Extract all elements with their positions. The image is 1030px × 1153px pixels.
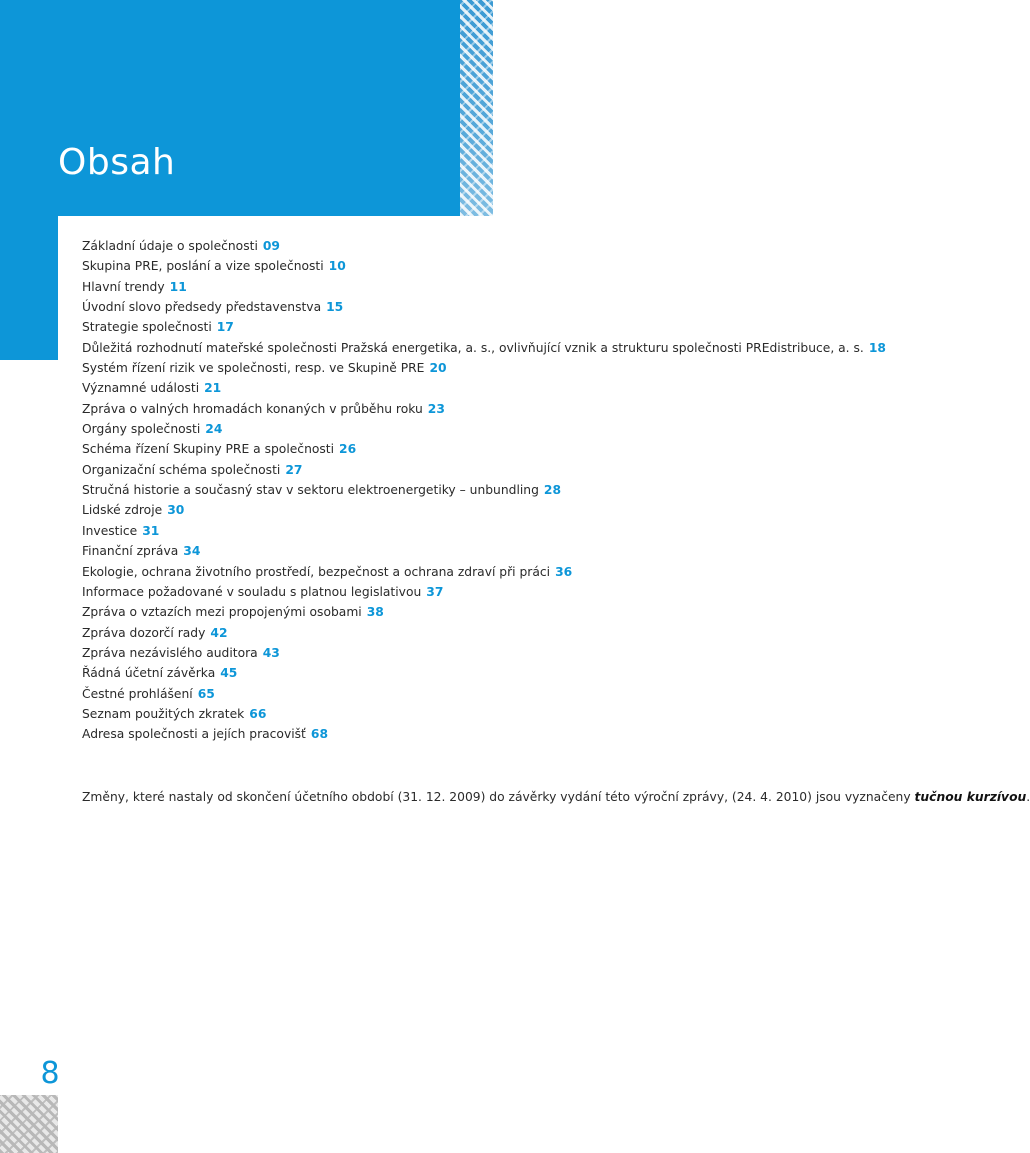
toc-entry[interactable] (82, 399, 942, 419)
toc-entry-label: Finanční zpráva (82, 544, 179, 559)
toc-entry[interactable] (82, 623, 942, 643)
toc-entry[interactable] (82, 562, 942, 582)
toc-entry-label: Zpráva nezávislého auditora (82, 645, 258, 660)
toc-entry-page-number: 26 (339, 442, 357, 457)
toc-entry-page-number: 37 (426, 584, 444, 599)
changes-note-text: Změny, které nastaly od skončení účetního období (31. 12. 2009) do závěrky vydání této výroční zprávy, (24. 4. 2010) jsou vyznačeny (82, 790, 915, 804)
toc-entry-page-number: 28 (543, 483, 562, 498)
toc-entry[interactable] (82, 724, 942, 744)
toc-entry[interactable] (82, 439, 942, 459)
toc-entry-label: Skupina PRE, poslání a vize společnosti (82, 259, 324, 274)
toc-entry-page-number: 21 (204, 381, 222, 396)
toc-entry-label: Orgány společnosti (82, 422, 201, 437)
toc-entry-label: Systém řízení rizik ve společnosti, resp. ve Skupině PRE (82, 361, 425, 376)
toc-entry[interactable] (82, 684, 942, 704)
toc-entry-page-number: 34 (183, 544, 201, 559)
page-title: Obsah (58, 142, 176, 183)
toc-entry-label: Zpráva o vztazích mezi propojenými osobami (82, 605, 362, 620)
table-of-contents (82, 236, 942, 745)
decorative-pattern-corner (0, 1095, 58, 1153)
toc-entry[interactable] (82, 643, 942, 663)
toc-entry[interactable] (82, 317, 942, 337)
toc-entry-page-number: 11 (169, 279, 187, 294)
toc-entry-page-number: 18 (868, 340, 886, 355)
toc-entry-label: Ekologie, ochrana životního prostředí, bezpečnost a ochrana zdraví při práci (82, 564, 551, 579)
toc-entry[interactable] (82, 460, 942, 480)
toc-entry[interactable] (82, 338, 942, 358)
toc-entry-page-number: 42 (210, 625, 228, 640)
toc-entry-label: Seznam použitých zkratek (82, 706, 245, 721)
toc-entry-label: Lidské zdroje (82, 503, 163, 518)
toc-entry-page-number: 10 (328, 259, 346, 274)
toc-entry-label: Informace požadované v souladu s platnou legislativou (82, 584, 422, 599)
changes-note (82, 787, 1030, 807)
toc-entry-page-number: 43 (262, 645, 280, 660)
toc-entry-page-number: 38 (366, 605, 384, 620)
toc-entry[interactable] (82, 500, 942, 520)
toc-entry-label: Stručná historie a současný stav v sektoru elektroenergetiky – unbundling (82, 483, 539, 498)
toc-entry-label: Zpráva dozorčí rady (82, 625, 206, 640)
toc-entry[interactable] (82, 358, 942, 378)
toc-entry[interactable] (82, 236, 942, 256)
toc-entry-page-number: 27 (285, 462, 303, 477)
toc-entry[interactable] (82, 277, 942, 297)
toc-entry-page-number: 45 (220, 666, 238, 681)
toc-entry-page-number: 66 (249, 706, 267, 721)
toc-entry[interactable] (82, 582, 942, 602)
decorative-pattern-column (460, 0, 493, 216)
toc-entry-page-number: 36 (555, 564, 573, 579)
toc-entry[interactable] (82, 256, 942, 276)
changes-note-end: . (1026, 790, 1030, 804)
toc-entry-page-number: 65 (197, 686, 215, 701)
toc-entry-label: Důležitá rozhodnutí mateřské společnosti Pražská energetika, a. s., ovlivňující vznik a strukturu společnosti PREdistribuce, a. s. (82, 340, 864, 355)
left-blue-strip (0, 216, 58, 360)
toc-entry-label: Čestné prohlášení (82, 686, 193, 701)
toc-entry[interactable] (82, 521, 942, 541)
toc-entry[interactable] (82, 419, 942, 439)
toc-entry-label: Úvodní slovo předsedy představenstva (82, 300, 322, 315)
toc-entry[interactable] (82, 480, 942, 500)
toc-entry[interactable] (82, 704, 942, 724)
toc-entry-page-number: 17 (216, 320, 234, 335)
toc-entry-page-number: 15 (326, 300, 344, 315)
header-blue-block (0, 0, 460, 216)
toc-entry-label: Zpráva o valných hromadách konaných v průběhu roku (82, 401, 423, 416)
toc-entry-label: Schéma řízení Skupiny PRE a společnosti (82, 442, 335, 457)
toc-entry-page-number: 30 (167, 503, 185, 518)
toc-entry-label: Základní údaje o společnosti (82, 239, 258, 253)
changes-note-emphasis: tučnou kurzívou (914, 790, 1027, 804)
toc-entry-label: Organizační schéma společnosti (82, 462, 281, 477)
toc-entry[interactable] (82, 541, 942, 561)
toc-entry[interactable] (82, 602, 942, 622)
toc-entry-label: Strategie společnosti (82, 320, 212, 335)
toc-entry-label: Řádná účetní závěrka (82, 666, 216, 681)
toc-entry-page-number: 68 (310, 727, 329, 742)
toc-entry[interactable] (82, 297, 942, 317)
page-number: 8 (40, 1056, 60, 1091)
toc-entry-page-number: 31 (142, 523, 160, 538)
toc-entry[interactable] (82, 663, 942, 683)
toc-entry-label: Investice (82, 523, 138, 538)
toc-entry-label: Významné události (82, 381, 200, 396)
toc-entry[interactable] (82, 378, 942, 398)
toc-entry-label: Hlavní trendy (82, 279, 165, 294)
toc-entry-label: Adresa společnosti a jejích pracovišť (82, 727, 306, 742)
toc-entry-page-number: 09 (262, 239, 280, 253)
toc-entry-page-number: 20 (429, 361, 447, 376)
toc-entry-page-number: 24 (205, 422, 223, 437)
toc-entry-page-number: 23 (427, 401, 445, 416)
